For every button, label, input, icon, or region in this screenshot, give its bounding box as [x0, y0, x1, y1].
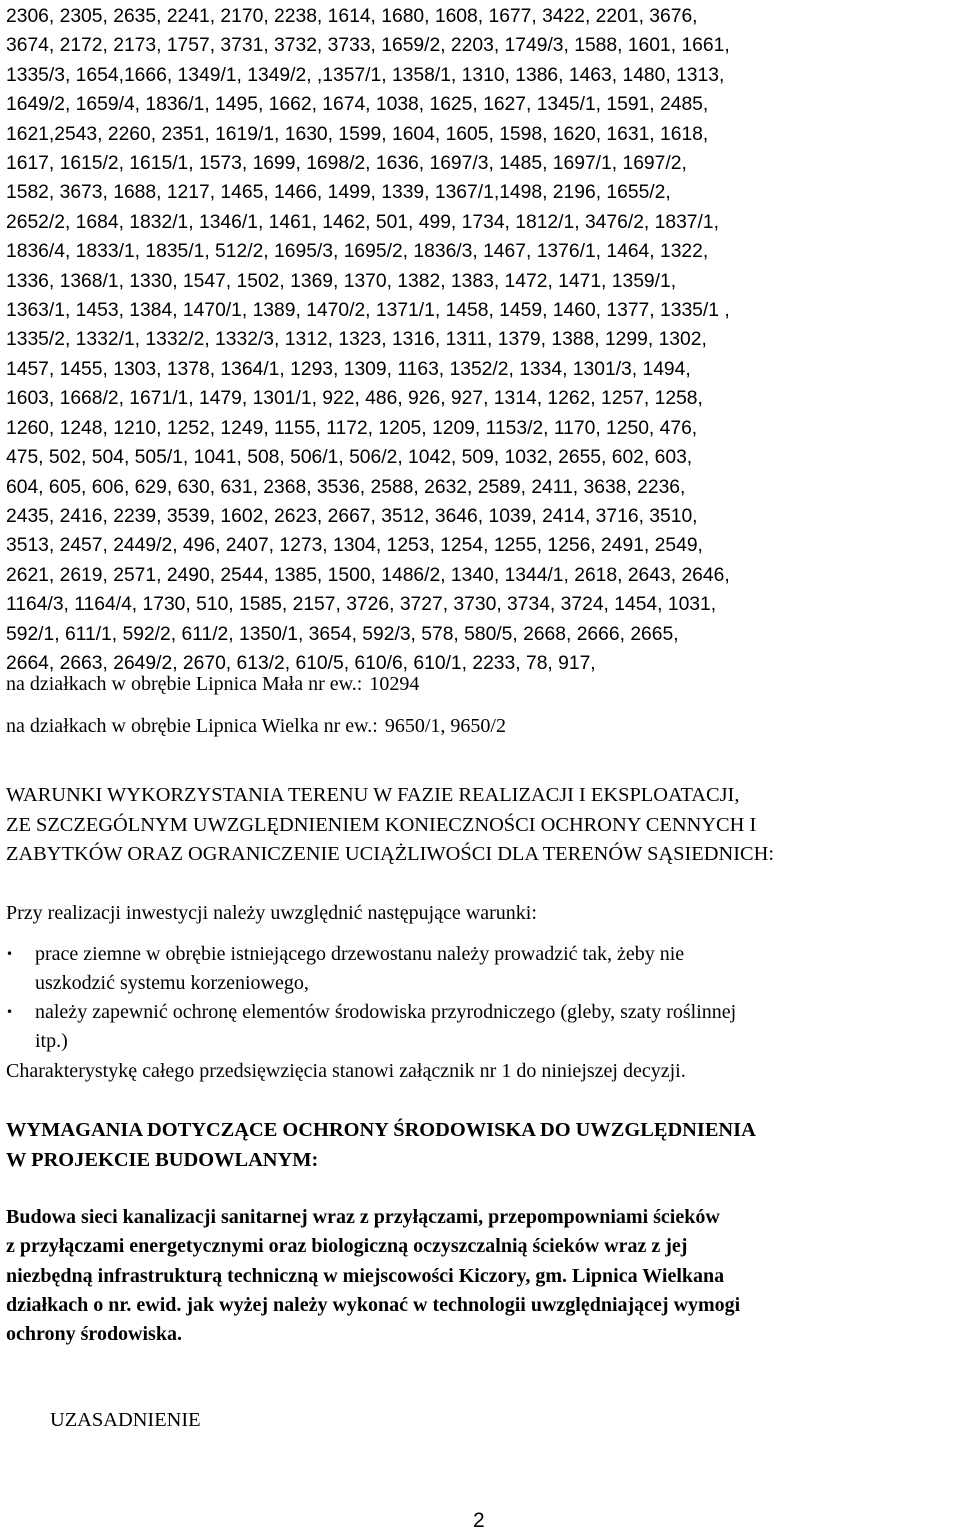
bullet-line: itp.) [35, 1030, 68, 1052]
obreb-lipnica-wielka-numbers: 9650/1, 9650/2 [384, 715, 506, 737]
parcel-line: 1617, 1615/2, 1615/1, 1573, 1699, 1698/2, 1636, 1697/3, 1485, 1697/1, 1697/2, [6, 153, 687, 175]
parcel-line: 1836/4, 1833/1, 1835/1, 512/2, 1695/3, 1695/2, 1836/3, 1467, 1376/1, 1464, 1322, [6, 241, 709, 263]
bullet-icon: • [6, 947, 14, 961]
paragraph-line: z przyłączami energetycznymi oraz biologiczną oczyszczalnią ścieków wraz z jej [6, 1235, 688, 1258]
list-item [0, 998, 960, 1056]
heading-line: ZE SZCZEGÓLNYM UWZGLĘDNIENIEM KONIECZNOŚCI OCHRONY CENNYCH I [6, 813, 757, 836]
parcel-line: 1335/3, 1654,1666, 1349/1, 1349/2, ,1357/1, 1358/1, 1310, 1386, 1463, 1480, 1313, [6, 64, 725, 86]
parcel-line: 3674, 2172, 2173, 1757, 3731, 3732, 3733, 1659/2, 2203, 1749/3, 1588, 1601, 1661, [6, 35, 730, 57]
bullet-icon: • [6, 1005, 14, 1019]
parcel-line: 1603, 1668/2, 1671/1, 1479, 1301/1, 922, 486, 926, 927, 1314, 1262, 1257, 1258, [6, 388, 703, 410]
obreb-lipnica-wielka-line [6, 713, 506, 739]
paragraph-line: ochrony środowiska. [6, 1323, 182, 1346]
paragraph-line: niezbędną infrastrukturą techniczną w miejscowości Kiczory, gm. Lipnica Wielkana [6, 1264, 725, 1287]
parcel-line: 1164/3, 1164/4, 1730, 510, 1585, 2157, 3726, 3727, 3730, 3734, 3724, 1454, 1031, [6, 594, 717, 616]
bullet-line: należy zapewnić ochronę elementów środowiska przyrodniczego (gleby, szaty roślinnej [35, 1001, 737, 1023]
paragraph-line: działkach o nr. ewid. jak wyżej należy wykonać w technologii uwzględniającej wymogi [6, 1293, 741, 1316]
parcel-line: 1260, 1248, 1210, 1252, 1249, 1155, 1172, 1205, 1209, 1153/2, 1170, 1250, 476, [6, 417, 698, 439]
parcel-line: 475, 502, 504, 505/1, 1041, 508, 506/1, 506/2, 1042, 509, 1032, 2655, 602, 603, [6, 447, 693, 469]
parcel-line: 1335/2, 1332/1, 1332/2, 1332/3, 1312, 1323, 1316, 1311, 1379, 1388, 1299, 1302, [6, 329, 707, 351]
parcel-line: 1582, 3673, 1688, 1217, 1465, 1466, 1499, 1339, 1367/1,1498, 2196, 1655/2, [6, 182, 671, 204]
heading-line: WARUNKI WYKORZYSTANIA TERENU W FAZIE REALIZACJI I EKSPLOATACJI, [6, 784, 740, 806]
parcel-line: 1336, 1368/1, 1330, 1547, 1502, 1369, 1370, 1382, 1383, 1472, 1471, 1359/1, [6, 270, 677, 292]
obreb-lipnica-mala-numbers: 10294 [369, 673, 420, 695]
uzasadnienie-heading: UZASADNIENIE [50, 1409, 201, 1431]
warunki-intro: Przy realizacji inwestycji należy uwzględnić następujące warunki: [6, 902, 537, 924]
page-number: 2 [473, 1509, 485, 1532]
charakterystyka-paragraph: Charakterystykę całego przedsięwzięcia stanowi załącznik nr 1 do niniejszej decyzji. [6, 1060, 686, 1082]
parcel-line: 1649/2, 1659/4, 1836/1, 1495, 1662, 1674, 1038, 1625, 1627, 1345/1, 1591, 2485, [6, 94, 709, 116]
bullet-line: prace ziemne w obrębie istniejącego drzewostanu należy prowadzić tak, żeby nie [35, 943, 685, 965]
heading-line: WYMAGANIA DOTYCZĄCE OCHRONY ŚRODOWISKA DO UWZGLĘDNIENIA [6, 1119, 756, 1141]
wymagania-section-heading [6, 1115, 756, 1175]
obreb-lipnica-mala-label: na działkach w obrębie Lipnica Mała nr ew.: [6, 673, 363, 695]
obreb-lipnica-wielka-label: na działkach w obrębie Lipnica Wielka nr ew.: [6, 715, 378, 737]
parcel-line: 2621, 2619, 2571, 2490, 2544, 1385, 1500, 1486/2, 1340, 1344/1, 2618, 2643, 2646, [6, 564, 730, 586]
parcel-line: 2435, 2416, 2239, 3539, 1602, 2623, 2667, 3512, 3646, 1039, 2414, 3716, 3510, [6, 505, 698, 527]
obreb-lipnica-mala-line [6, 671, 419, 697]
list-item [0, 940, 960, 998]
warunki-bullet-list [0, 940, 960, 1056]
parcel-line: 2652/2, 1684, 1832/1, 1346/1, 1461, 1462, 501, 499, 1734, 1812/1, 3476/2, 1837/1, [6, 211, 719, 233]
paragraph-line: Budowa sieci kanalizacji sanitarnej wraz z przyłączami, przepompowniami ścieków [6, 1206, 720, 1228]
parcel-line: 2664, 2663, 2649/2, 2670, 613/2, 610/5, 610/6, 610/1, 2233, 78, 917, [6, 652, 596, 674]
wymagania-paragraph [6, 1203, 740, 1349]
parcel-line: 604, 605, 606, 629, 630, 631, 2368, 3536, 2588, 2632, 2589, 2411, 3638, 2236, [6, 476, 686, 498]
parcel-line: 592/1, 611/1, 592/2, 611/2, 1350/1, 3654, 592/3, 578, 580/5, 2668, 2666, 2665, [6, 623, 679, 645]
warunki-section-heading [6, 781, 956, 870]
parcel-line: 1363/1, 1453, 1384, 1470/1, 1389, 1470/2, 1371/1, 1458, 1459, 1460, 1377, 1335/1 , [6, 300, 730, 322]
heading-line: ZABYTKÓW ORAZ OGRANICZENIE UCIĄŻLIWOŚCI DLA TERENÓW SĄSIEDNICH: [6, 843, 774, 865]
parcel-number-list [6, 2, 956, 678]
parcel-line: 2306, 2305, 2635, 2241, 2170, 2238, 1614, 1680, 1608, 1677, 3422, 2201, 3676, [6, 6, 698, 27]
parcel-line: 1621,2543, 2260, 2351, 1619/1, 1630, 1599, 1604, 1605, 1598, 1620, 1631, 1618, [6, 123, 709, 145]
bullet-line: uszkodzić systemu korzeniowego, [35, 972, 309, 994]
heading-line: W PROJEKCIE BUDOWLANYM: [6, 1149, 319, 1171]
parcel-line: 3513, 2457, 2449/2, 496, 2407, 1273, 1304, 1253, 1254, 1255, 1256, 2491, 2549, [6, 535, 703, 557]
parcel-line: 1457, 1455, 1303, 1378, 1364/1, 1293, 1309, 1163, 1352/2, 1334, 1301/3, 1494, [6, 358, 691, 380]
